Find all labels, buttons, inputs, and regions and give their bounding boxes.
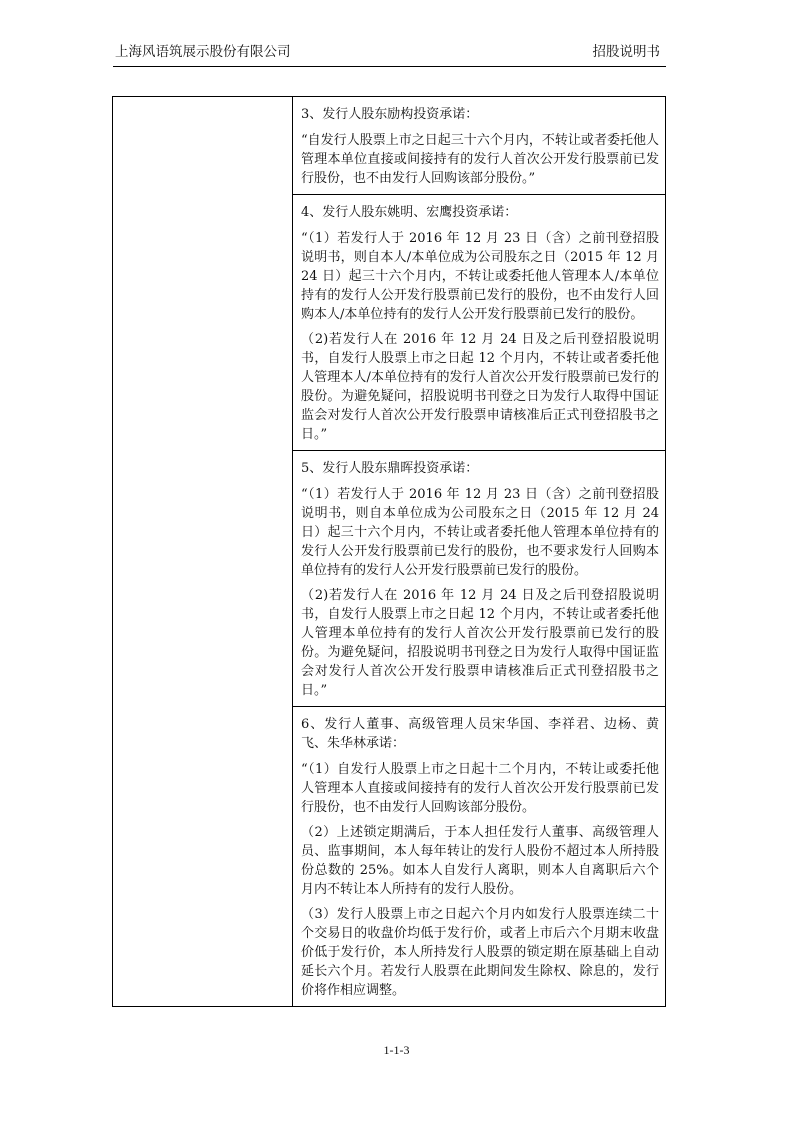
commitment-cell bbox=[293, 451, 666, 707]
commitment-paragraph: “（1）若发行人于 2016 年 12 月 23 日（含）之前刊登招股说明书，则自本人/本单位成为公司股东之日（2015 年 12 月 24 日）起三十六个月内，不转让或委托他人管理本人/本单位持有的发行人公开发行股票前已发行的股份，也不由发行人回购本人/本单位持有的发行人公开发行股票前已发行的股份。 bbox=[301, 231, 659, 322]
commitment-paragraph: “（1）自发行人股票上市之日起十二个月内，不转让或委托他人管理本人直接或间接持有的发行人首次公开发行股票前已发行股份，也不由发行人回购该部分股份。 bbox=[301, 762, 659, 815]
commitment-cell bbox=[293, 97, 666, 195]
commitment-paragraph: （2）上述锁定期满后，于本人担任发行人董事、高级管理人员、监事期间，本人每年转让的发行人股份不超过本人所持股份总数的 25%。如本人自发行人离职，则本人自离职后六个月内不转让本人所持有的发行人股份。 bbox=[301, 825, 659, 897]
table-row bbox=[113, 97, 666, 195]
commitment-paragraph: （2)若发行人在 2016 年 12 月 24 日及之后刊登招股说明书，自发行人股票上市之日起 12 个月内，不转让或者委托他人管理本人/本单位持有的发行人首次公开发行股票前已发行的股份。为避免疑问，招股说明书刊登之日为发行人取得中国证监会对发行人首次公开发行股票申请核准后正式刊登招股书之日。” bbox=[301, 332, 659, 442]
commitments-table bbox=[112, 96, 666, 1007]
commitment-paragraph: （2)若发行人在 2016 年 12 月 24 日及之后刊登招股说明书，自发行人股票上市之日起 12 个月内，不转让或者委托他人管理本单位持有的发行人首次公开发行股票前已发行的股份。为避免疑问，招股说明书刊登之日为发行人取得中国证监会对发行人首次公开发行股票申请核准后正式刊登招股书之日。” bbox=[301, 588, 659, 698]
commitment-cell bbox=[293, 707, 666, 1007]
page-number: 1-1-3 bbox=[383, 1043, 410, 1057]
commitment-heading: 4、发行人股东姚明、宏鹰投资承诺： bbox=[301, 205, 518, 220]
company-name: 上海风语筑展示股份有限公司 bbox=[115, 44, 291, 60]
commitment-paragraph: “（1）若发行人于 2016 年 12 月 23 日（含）之前刊登招股说明书，则自本单位成为公司股东之日（2015 年 12 月 24 日）起三十六个月内，不转让或者委托他人管理本单位持有的发行人公开发行股票前已发行的股份，也不要求发行人回购本单位持有的发行人公开发行股票前已发行的股份。 bbox=[301, 487, 659, 578]
commitment-heading: 5、发行人股东鼎晖投资承诺： bbox=[301, 461, 479, 476]
category-cell bbox=[113, 97, 293, 1007]
commitment-heading: 6、发行人董事、高级管理人员宋华国、李祥君、边杨、黄飞、朱华林承诺： bbox=[301, 717, 659, 751]
commitment-paragraph: “自发行人股票上市之日起三十六个月内，不转让或者委托他人管理本单位直接或间接持有的发行人首次公开发行股票前已发行股份，也不由发行人回购该部分股份。” bbox=[301, 133, 659, 186]
commitment-cell bbox=[293, 195, 666, 451]
page-header bbox=[113, 42, 666, 67]
document-type: 招股说明书 bbox=[592, 44, 660, 60]
commitment-paragraph: （3）发行人股票上市之日起六个月内如发行人股票连续二十个交易日的收盘价均低于发行价，或者上市后六个月期末收盘价低于发行价，本人所持发行人股票的锁定期在原基础上自动延长六个月。若发行人股票在此期间发生除权、除息的，发行价将作相应调整。 bbox=[301, 907, 659, 998]
commitment-heading: 3、发行人股东励构投资承诺： bbox=[301, 107, 479, 122]
